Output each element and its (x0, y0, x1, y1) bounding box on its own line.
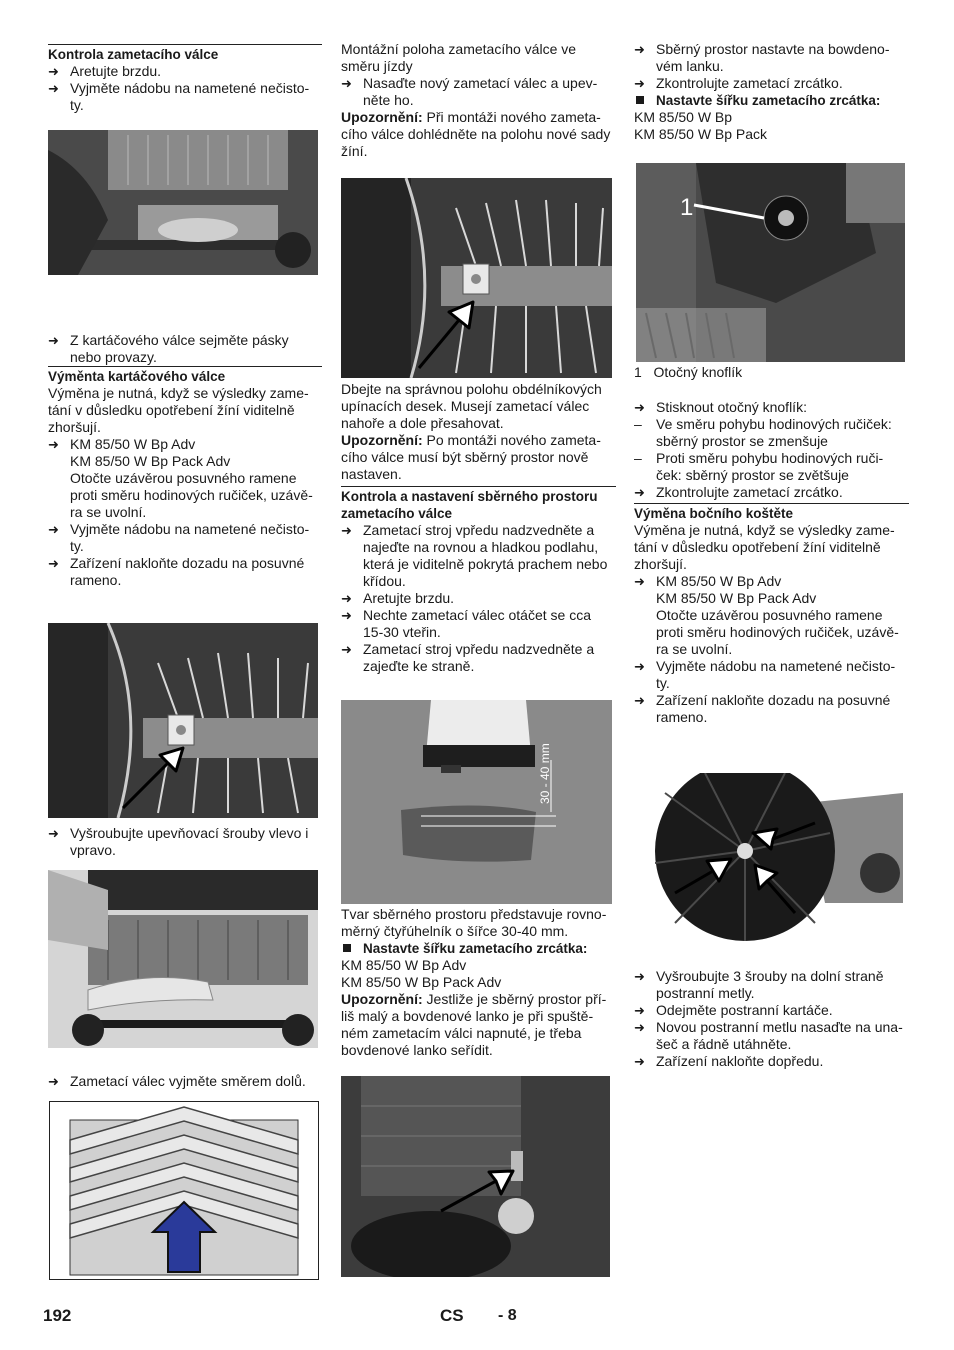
photo-rotary-knob (636, 163, 905, 362)
note-label: Upozornění: (341, 109, 423, 125)
col1-section-unscrew: ➜ Vyšroubujte upevňovací šrouby vlevo i vpravo. (48, 825, 322, 859)
heading-replace-side-brush: Výměna bočního koštěte (634, 503, 909, 522)
col2-section-width: Tvar sběrného prostoru představuje rovno- měrný čtyřúhelník o šířce 30-40 mm. Nastavte šířku zametacího zrcátka: KM 85/50 W Bp Adv KM 85/50 W Bp Pack Adv Upozornění: Jestliže je sběrný prostor pří- liš malý a bovdenové lanko je při spuště- ném zametacím válci napnuté, je třeba bovdenové lanko seřídit. (341, 906, 616, 1059)
col1-section-remove-down: ➜ Zametací válec vyjměte směrem dolů. (48, 1073, 322, 1090)
photo-bowden-cable (341, 1076, 610, 1277)
col2-section-plates: Dbejte na správnou polohu obdélníkových upínacích desek. Musejí zametací válec nahoře a dole přesahovat. Upozornění: Po montáži nového zameta- cího válce musí být sběrný prostor nově nastaven. Kontrola a nastavení sběrného prostoru zametacího válce ➜ Zametací stroj vpředu nadzvedněte a najeďte na rovnou a hladkou podlahu, která je viditelně pokrytá prachem nebo křídou. ➜ Aretujte brzdu. ➜ Nechte zametací válec otáčet se cca 15-30 vteřin. ➜ Zametací stroj vpředu nadzvedněte a zajeďte ke straně. (341, 381, 616, 675)
col1-section-remove-tapes: ➜ Z kartáčového válce sejměte pásky nebo provazy. Výměnta kartáčového válce Výměna je nutná, když se výsledky zame- tání v důsledku opotřebení žíní viditelně zhoršují. ➜ KM 85/50 W Bp Adv KM 85/50 W Bp Pack Adv Otočte uzávěrou posuvného ramene proti směru hodinových ručiček, uzávě- ra se uvolní. ➜ Vyjměte nádobu na nametené nečisto- ty. ➜ Zařízení nakloňte dozadu na posuvné rameno. (48, 332, 322, 589)
heading-check-collection: Kontrola a nastavení sběrného prostoru zametacího válce (341, 486, 616, 522)
page-number: 192 (43, 1306, 72, 1325)
photo-collection-area (341, 700, 612, 904)
col3-section-side-brush-steps: ➜ Vyšroubujte 3 šrouby na dolní straně postranní metly. ➜ Odejměte postranní kartáče. ➜ Novou postranní metlu nasaďte na una- šeč a řádně utáhněte. ➜ Zařízení nakloňte dopředu. (634, 968, 909, 1070)
step-brake: ➜ Aretujte brzdu. (48, 63, 322, 80)
photo-new-roller (341, 178, 612, 378)
heading-check-sweeper: Kontrola zametacího válce (48, 44, 322, 63)
col3-section-bowden: ➜ Sběrný prostor nastavte na bowdeno- vém lanku. ➜ Zkontrolujte zametací zrcátko. Nastavte šířku zametacího zrcátka: KM 85/50 W Bp KM 85/50 W Bp Pack (634, 41, 909, 143)
col1-section-check: Kontrola zametacího válce ➜ Aretujte brzdu. ➜ Vyjměte nádobu na nametené nečisto- ty. (48, 44, 322, 114)
callout-1: 1 (680, 194, 694, 221)
language-code: CS (440, 1306, 464, 1325)
diagram-bristle-direction (49, 1101, 319, 1280)
photo-side-brush (655, 773, 903, 963)
col3-section-knob: 1 Otočný knoflík ➜ Stisknout otočný knoflík: – Ve směru pohybu hodinových ručiček: sběrný prostor se zmenšuje – Proti směru pohybu hodinových ruči- ček: sběrný prostor se zvětšuje ➜ Zkontrolujte zametací zrcátko. Výměna bočního koštěte Výměna je nutná, když se výsledky zame- tání v důsledku opotřebení žíní viditelně zhoršují. ➜ KM 85/50 W Bp Adv KM 85/50 W Bp Pack Adv Otočte uzávěrou posuvného ramene proti směru hodinových ručiček, uzávě- ra se uvolní. ➜ Vyjměte nádobu na nametené nečisto- ty. ➜ Zařízení nakloňte dozadu na posuvné rameno. (634, 364, 909, 726)
photo-remove-roller (48, 870, 318, 1048)
section-page: - 8 (498, 1307, 517, 1324)
legend-knob: 1 Otočný knoflík (634, 364, 743, 380)
col2-section-install: Montážní poloha zametacího válce ve směru jízdy ➜ Nasaďte nový zametací válec a upev- něte ho. Upozornění: Při montáži nového zameta- cího válce dohlédněte na polohu nové sady žíní. (341, 41, 616, 160)
measure-label: 30 - 40 mm (538, 743, 552, 804)
photo-roller-screw (48, 623, 318, 818)
heading-replace-roller: Výměnta kartáčového válce (48, 366, 322, 385)
photo-remove-bin (48, 130, 318, 275)
step-remove-tapes: ➜ Z kartáčového válce sejměte pásky (48, 332, 322, 349)
step-remove-bin: ➜ Vyjměte nádobu na nametené nečisto- (48, 80, 322, 97)
